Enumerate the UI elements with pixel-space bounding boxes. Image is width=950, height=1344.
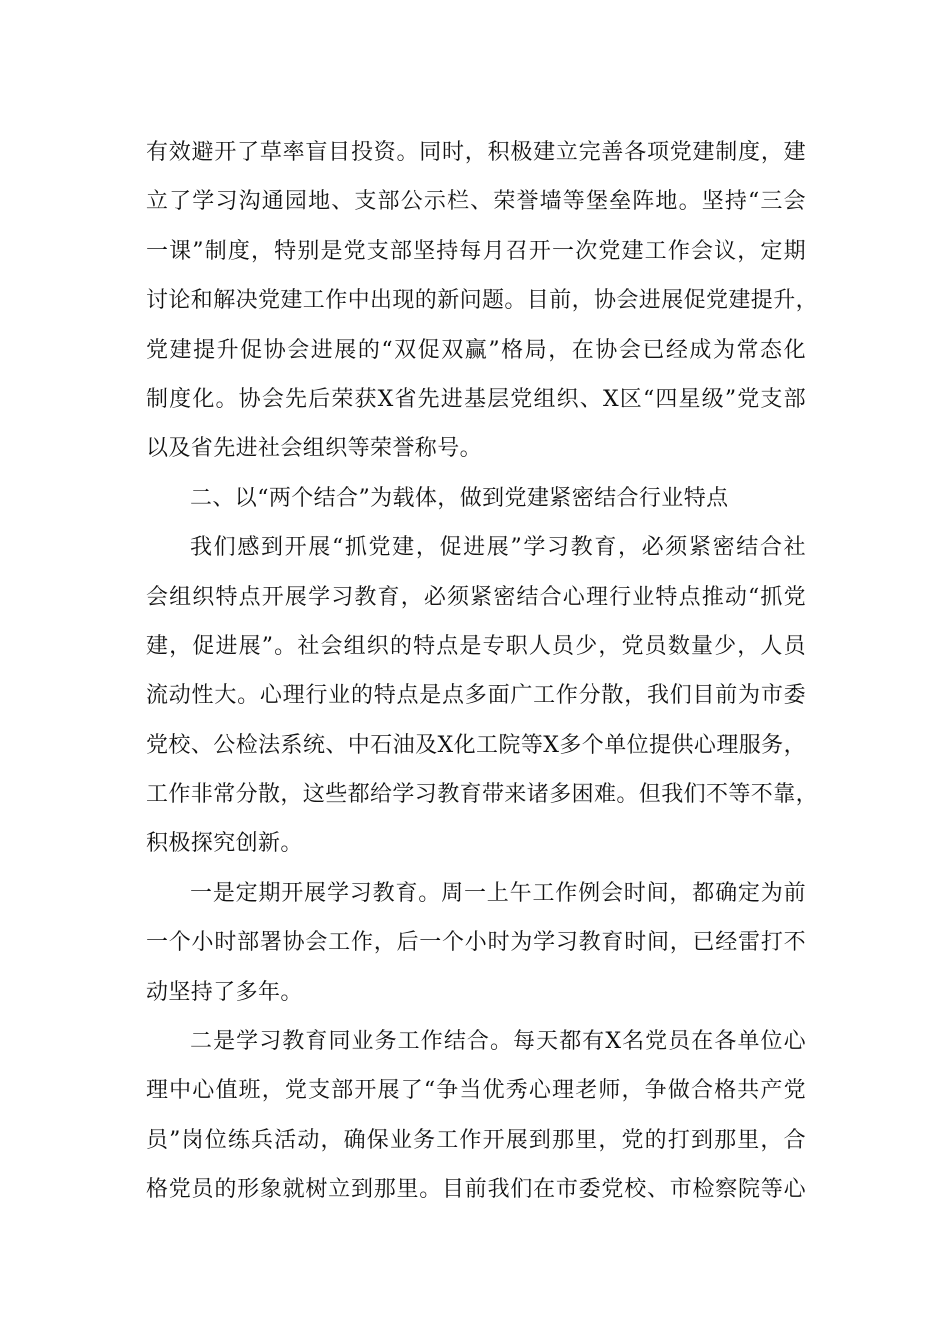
text-line: 制度化。协会先后荣获X省先进基层党组织、X区“四星级”党支部	[146, 386, 806, 412]
text-line: 会组织特点开展学习教育，必须紧密结合心理行业特点推动“抓党	[146, 584, 806, 610]
text-line: 建，促进展”。社会组织的特点是专职人员少，党员数量少，人员	[146, 633, 806, 659]
body-text	[146, 128, 819, 1215]
text-line: 立了学习沟通园地、支部公示栏、荣誉墙等堡垒阵地。坚持“三会	[146, 189, 806, 215]
text-line: 讨论和解决党建工作中出现的新问题。目前，协会进展促党建提升，	[146, 288, 819, 314]
text-line: 党校、公检法系统、中石油及X化工院等X多个单位提供心理服务，	[146, 732, 806, 758]
text-line: 流动性大。心理行业的特点是点多面广工作分散，我们目前为市委	[146, 683, 806, 709]
text-line: 一个小时部署协会工作，后一个小时为学习教育时间，已经雷打不	[146, 930, 806, 956]
text-line: 以及省先进社会组织等荣誉称号。	[146, 436, 483, 462]
text-line: 一课”制度，特别是党支部坚持每月召开一次党建工作会议，定期	[146, 238, 806, 264]
text-line: 二是学习教育同业务工作结合。每天都有X名党员在各单位心	[190, 1029, 806, 1055]
text-line: 二、以“两个结合”为载体，做到党建紧密结合行业特点	[190, 485, 729, 511]
text-line: 我们感到开展“抓党建，促进展”学习教育，必须紧密结合社	[190, 535, 806, 561]
text-line: 工作非常分散，这些都给学习教育带来诸多困难。但我们不等不靠，	[146, 782, 819, 808]
text-line: 理中心值班，党支部开展了“争当优秀心理老师，争做合格共产党	[146, 1078, 806, 1104]
text-line: 动坚持了多年。	[146, 979, 303, 1005]
text-line: 格党员的形象就树立到那里。目前我们在市委党校、市检察院等心	[146, 1177, 806, 1203]
text-line: 一是定期开展学习教育。周一上午工作例会时间，都确定为前	[190, 880, 806, 906]
text-line: 有效避开了草率盲目投资。同时，积极建立完善各项党建制度，建	[146, 140, 806, 165]
text-line: 积极探究创新。	[146, 831, 303, 857]
text-line: 员”岗位练兵活动，确保业务工作开展到那里，党的打到那里，合	[146, 1127, 806, 1153]
text-line: 党建提升促协会进展的“双促双赢”格局，在协会已经成为常态化	[146, 337, 806, 363]
